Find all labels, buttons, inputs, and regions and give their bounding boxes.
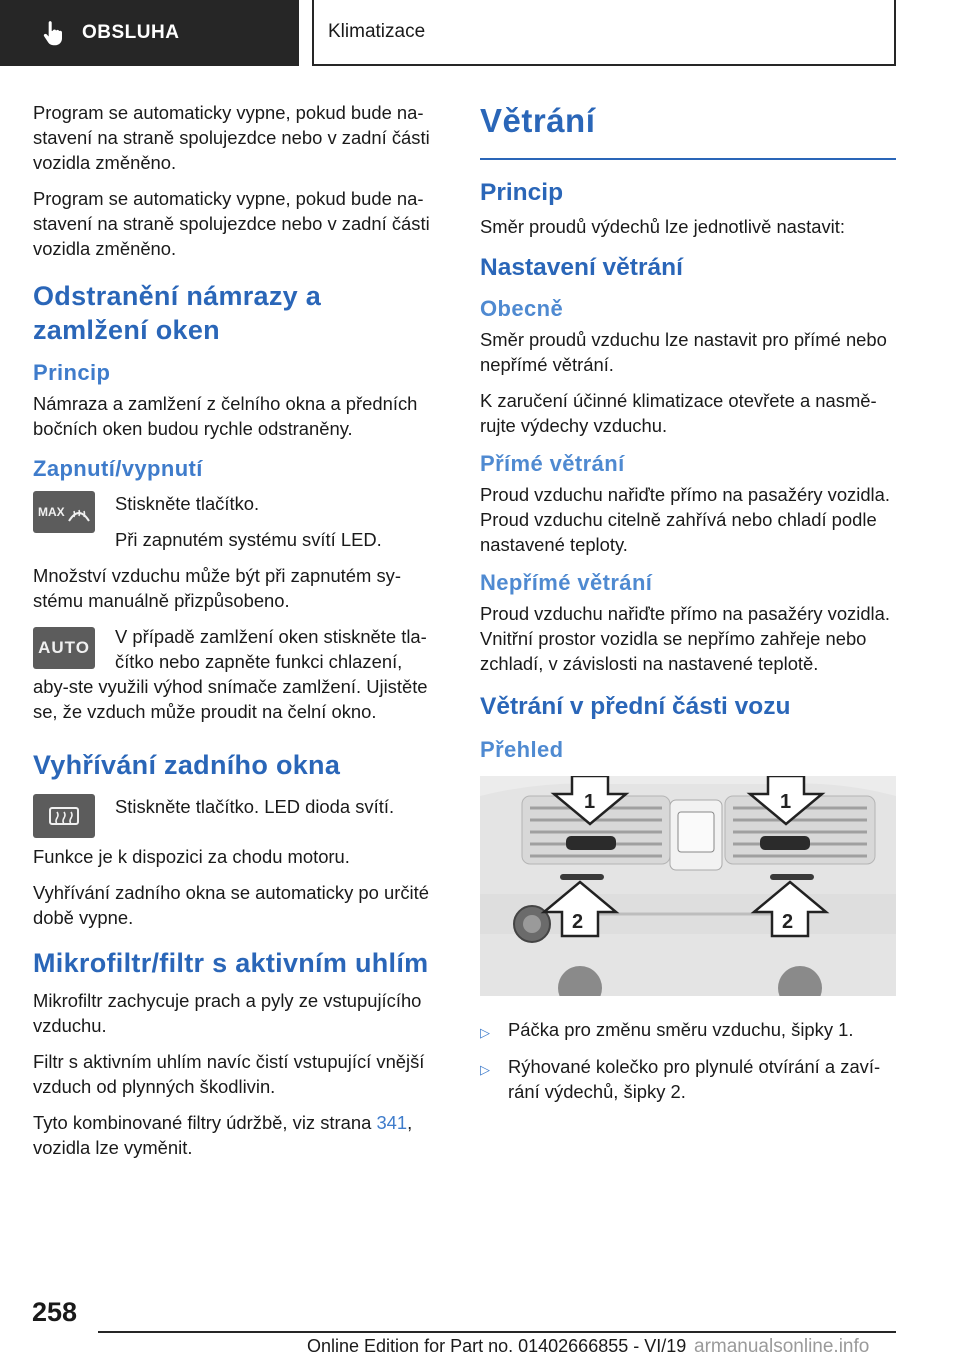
svg-text:2: 2 — [782, 911, 794, 933]
prime-heading: Přímé větrání — [480, 451, 625, 476]
max-defrost-row — [33, 491, 443, 563]
chapter-title: Klimatizace — [312, 0, 896, 66]
led-on-text: Při zapnutém systému svítí LED. — [115, 529, 382, 550]
filter-title: Mikrofiltr/filtr s aktivním uhlím — [33, 948, 429, 978]
filter-p1: Mikrofiltr zachycuje prach a pyly ze vstupujícího vzduchu. — [33, 990, 422, 1036]
rear-press-text: Stiskněte tlačítko. LED dioda svítí. — [115, 796, 395, 817]
prime-text: Proud vzduchu nařiďte přímo na pasažéry vozidla. Proud vzduchu citelně zahřívá nebo chladí podle nastavené teploty. — [480, 484, 890, 555]
defrost-princip-text: Námraza a zamlžení z čelního okna a předních bočních oken budou rychle odstraněny. — [33, 393, 418, 439]
auto-label: AUTO — [38, 638, 90, 657]
front-ventilation-heading: Větrání v přední části vozu — [480, 693, 791, 720]
defrost-title: Odstranění námrazy a zamlžení oken — [33, 281, 322, 345]
obecne-p1: Směr proudů vzduchu lze nastavit pro přímé nebo nepřímé větrání. — [480, 329, 887, 375]
rear-auto-off-text: Vyhřívání zadního okna se automaticky po určité době vypne. — [33, 882, 429, 928]
page-header — [0, 0, 960, 66]
edition-text: Online Edition for Part no. 01402666855 - VI/19 — [307, 1336, 687, 1356]
rear-defrost-row — [33, 794, 443, 838]
right-column — [480, 100, 896, 1113]
filter-p3: Tyto kombinované filtry údržbě, viz strana 341, vozidla lze vyměnit. — [33, 1112, 413, 1158]
vent-legend-list — [480, 1017, 896, 1104]
neprime-text: Proud vzduchu nařiďte přímo na pasažéry vozidla. Vnitřní prostor vozidla se nepřímo zahřeje nebo zchladí, v závislosti na nastavené teplotě. — [480, 603, 890, 674]
footer-divider — [98, 1331, 896, 1333]
list-item: ▷ Páčka pro změnu směru vzduchu, šipky 1. — [480, 1017, 896, 1045]
auto-fog-row — [33, 624, 443, 724]
right-princip-text: Směr proudů výdechů lze jednotlivě nastavit: — [480, 216, 845, 237]
rear-window-defrost-icon — [33, 794, 95, 838]
section-label: OBSLUHA — [82, 22, 180, 43]
max-label: MAX — [38, 505, 65, 519]
air-amount-text: Množství vzduchu může být při zapnutém sy-stému manuálně přizpůsobeno. — [33, 565, 401, 611]
page-number: 258 — [32, 1297, 78, 1327]
ventilation-title: Větrání — [480, 100, 896, 160]
svg-text:2: 2 — [572, 911, 584, 933]
svg-text:1: 1 — [584, 791, 596, 813]
nastaveni-heading: Nastavení větrání — [480, 254, 683, 281]
left-column — [33, 100, 443, 1171]
filter-p2: Filtr s aktivním uhlím navíc čistí vstupující vnější vzduch od plynných škodlivin. — [33, 1051, 425, 1097]
paragraph: Program se automaticky vypne, pokud bude na-stavení na straně spolujezdce nebo v zadní části vozidla změněno. — [33, 188, 430, 259]
prehled-heading: Přehled — [480, 737, 564, 762]
watermark: armanualsonline.info — [694, 1336, 870, 1357]
hand-pointer-icon — [40, 20, 66, 46]
obecne-p2: K zaručení účinné klimatizace otevřete a nasmě-rujte výdechy vzduchu. — [480, 390, 877, 436]
neprime-heading: Nepřímé větrání — [480, 570, 653, 595]
auto-button-icon — [33, 627, 95, 669]
section-tab — [0, 0, 299, 66]
svg-text:1: 1 — [780, 791, 792, 813]
press-button-text: Stiskněte tlačítko. — [115, 493, 260, 514]
page-link-341[interactable]: 341 — [376, 1112, 408, 1133]
paragraph: Program se automaticky vypne, pokud bude na-stavení na straně spolujezdce nebo v zadní části vozidla změněno. — [33, 102, 430, 173]
triangle-bullet-icon: ▷ — [480, 1025, 490, 1040]
onoff-heading: Zapnutí/vypnutí — [33, 456, 203, 481]
obecne-heading: Obecně — [480, 296, 564, 321]
list-item: ▷ Rýhované kolečko pro plynulé otvírání a zaví-rání výdechů, šipky 2. — [480, 1056, 881, 1102]
triangle-bullet-icon: ▷ — [480, 1062, 490, 1077]
rear-window-title: Vyhřívání zadního okna — [33, 750, 341, 780]
air-vents-illustration — [480, 776, 896, 996]
right-princip-heading: Princip — [480, 179, 564, 206]
fog-text: V případě zamlžení oken stiskněte tla-čítko nebo zapněte funkci chlazení, aby-ste využili výhod snímače zamlžení. Ujistěte se, že vzduch může proudit na čelní okno. — [33, 626, 428, 722]
max-defrost-button-icon — [33, 491, 95, 533]
rear-engine-text: Funkce je k dispozici za chodu motoru. — [33, 846, 350, 867]
defrost-princip-heading: Princip — [33, 360, 111, 385]
